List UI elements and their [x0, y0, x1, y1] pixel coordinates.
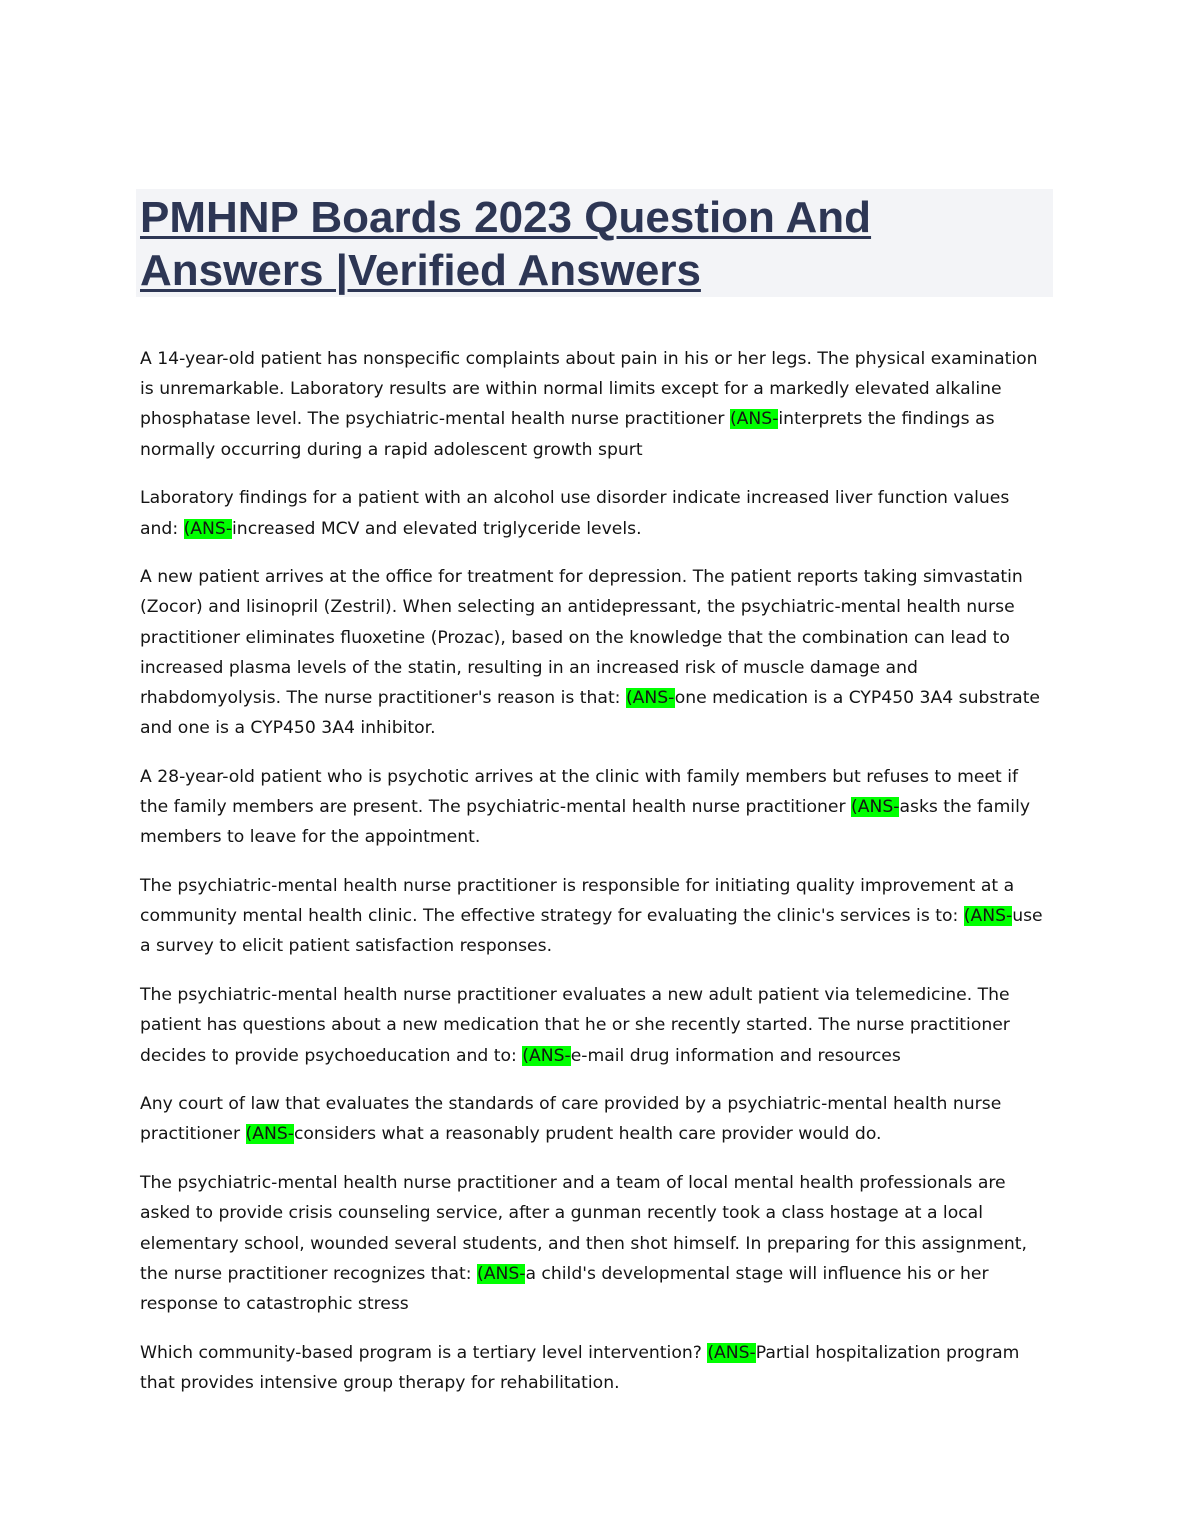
qa-item-9 [140, 1338, 1050, 1398]
title-line-2: Answers |Verified Answers [140, 246, 701, 295]
answer-text: Partial hospitalization program that provides intensive group therapy for rehabilitation. [140, 1342, 1020, 1393]
answer-text: one medication is a CYP450 3A4 substrate and one is a CYP450 3A4 inhibitor. [140, 688, 1041, 739]
question-text: A new patient arrives at the office for treatment for depression. The patient reports taking simvastatin (Zocor) and lisinopril (Zestril). When selecting an antidepressant, the psychiatric-mental health nurse practitioner eliminates fluoxetine (Prozac), based on the knowledge that the combination can lead to increased plasma levels of the statin, resulting in an increased risk of muscle damage and rhabdomyolysis. The nurse practitioner's reason is that: [140, 567, 1023, 709]
qa-item-4 [140, 762, 1050, 853]
answer-text: asks the family members to leave for the appointment. [140, 797, 1031, 848]
answer-marker: (ANS- [183, 518, 233, 539]
question-text: Any court of law that evaluates the standards of care provided by a psychiatric-mental health nurse practitioner [140, 1094, 1002, 1145]
qa-item-6 [140, 980, 1050, 1071]
answer-marker: (ANS- [477, 1263, 526, 1284]
answer-text: e-mail drug information and resources [570, 1045, 901, 1066]
qa-list [140, 344, 1050, 1417]
question-text: A 28-year-old patient who is psychotic arrives at the clinic with family members but refuses to meet if the family members are present. The psychiatric-mental health nurse practitioner [140, 766, 1019, 818]
question-text: A 14-year-old patient has nonspecific complaints about pain in his or her legs. The physical examination is unremarkable. Laboratory results are within normal limits except for a markedly elevated alkaline phosphatase level. The psychiatric-mental health nurse practitioner [140, 349, 1038, 430]
qa-item-3 [140, 562, 1050, 743]
qa-item-2 [140, 483, 1050, 543]
answer-marker: (ANS- [851, 797, 900, 818]
question-text: The psychiatric-mental health nurse practitioner and a team of local mental health professionals are asked to provide crisis counseling service, after a gunman recently took a class hostage at a local elementary school, wounded several students, and then shot himself. In preparing for this assignment, the nurse practitioner recognizes that: [140, 1173, 1027, 1284]
answer-marker: (ANS- [707, 1342, 756, 1363]
answer-text: increased MCV and elevated triglyceride levels. [232, 518, 642, 539]
answer-marker: (ANS- [522, 1045, 571, 1066]
question-text: Which community-based program is a tertiary level intervention? [140, 1342, 708, 1363]
answer-marker: (ANS- [625, 688, 675, 709]
question-text: The psychiatric-mental health nurse practitioner is responsible for initiating quality improvement at a community mental health clinic. The effective strategy for evaluating the clinic's services is to: [140, 876, 1015, 927]
question-text: The psychiatric-mental health nurse practitioner evaluates a new adult patient via telemedicine. The patient has questions about a new medication that he or she recently started. The nurse practitioner decides to provide psychoeducation and to: [140, 985, 1010, 1066]
answer-text: a child's developmental stage will influence his or her response to catastrophic stress [140, 1263, 989, 1314]
answer-marker: (ANS- [963, 906, 1013, 927]
answer-text: use a survey to elicit patient satisfaction responses. [140, 906, 1043, 957]
answer-marker: (ANS- [729, 409, 779, 430]
title-line-1: PMHNP Boards 2023 Question And [140, 193, 872, 242]
title-block [136, 189, 1053, 297]
answer-marker: (ANS- [245, 1124, 294, 1145]
document-title [140, 191, 1040, 297]
answer-text: interprets the findings as normally occurring during a rapid adolescent growth spurt [140, 409, 995, 460]
qa-item-5 [140, 871, 1050, 962]
qa-item-1 [140, 344, 1050, 465]
question-text: Laboratory findings for a patient with an alcohol use disorder indicate increased liver function values and: [140, 488, 1010, 539]
answer-text: considers what a reasonably prudent health care provider would do. [293, 1124, 882, 1145]
qa-item-7 [140, 1089, 1050, 1149]
qa-item-8 [140, 1168, 1050, 1319]
